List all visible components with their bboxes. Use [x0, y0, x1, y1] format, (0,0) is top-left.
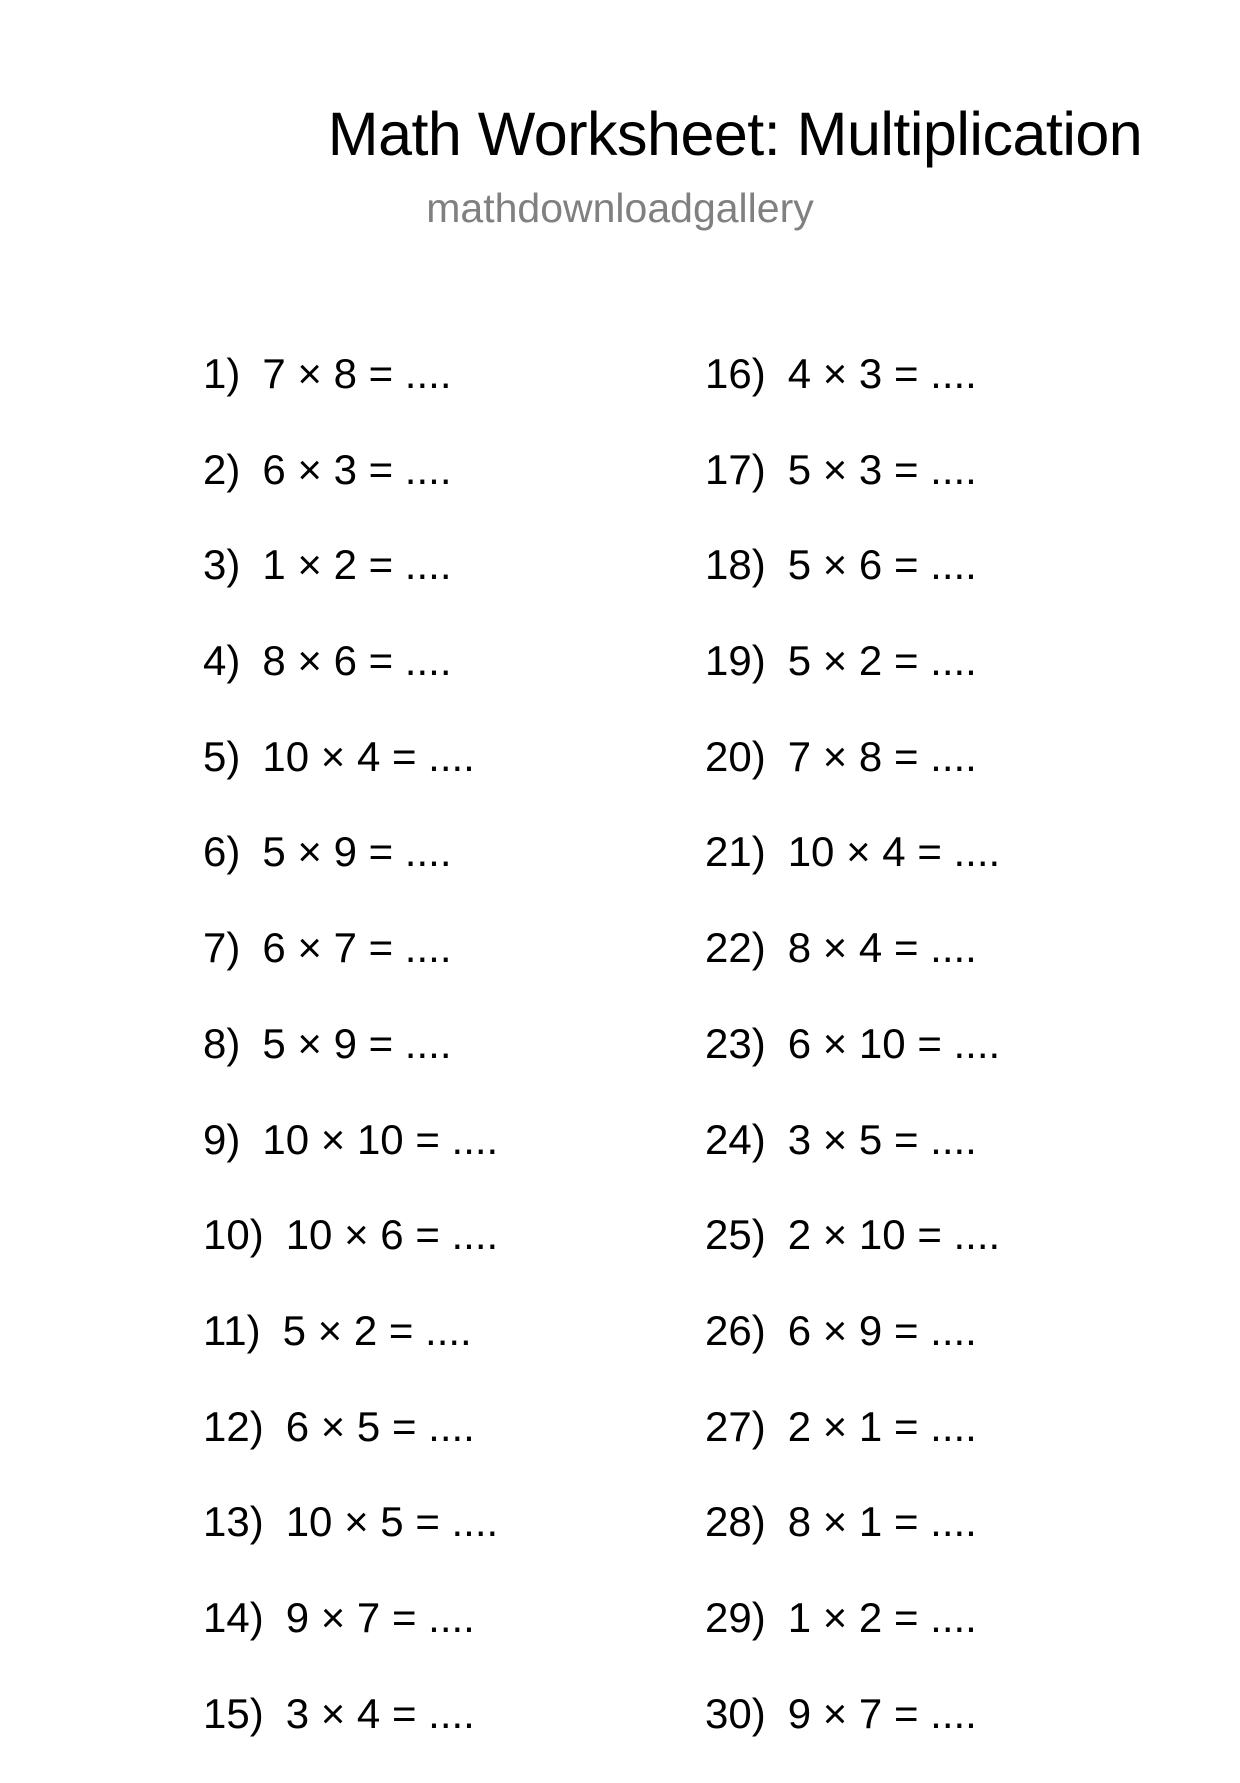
problem-expression: 10 × 6 = .... — [285, 1211, 499, 1259]
problem-expression: 6 × 7 = .... — [262, 924, 452, 972]
problem-item — [203, 1305, 498, 1401]
problem-expression: 8 × 6 = .... — [262, 637, 452, 685]
problem-expression: 5 × 2 = .... — [787, 637, 977, 685]
problem-expression: 5 × 9 = .... — [262, 1019, 452, 1067]
problem-expression: 7 × 8 = .... — [262, 350, 452, 397]
problem-number: 10) — [203, 1211, 264, 1259]
problem-expression: 6 × 5 = .... — [285, 1402, 475, 1450]
problem-expression: 6 × 10 = .... — [787, 1019, 1001, 1067]
problem-expression: 1 × 2 = .... — [262, 541, 452, 589]
problem-number: 17) — [705, 445, 766, 493]
problem-expression: 3 × 4 = .... — [285, 1689, 475, 1737]
problem-item — [203, 635, 498, 731]
problem-number: 14) — [203, 1593, 264, 1641]
problem-item — [705, 539, 1000, 635]
problem-expression: 3 × 5 = .... — [787, 1115, 977, 1163]
worksheet-title: Math Worksheet: Multiplication — [327, 100, 1143, 168]
problems-right-column — [705, 348, 1000, 1783]
problem-expression: 1 × 2 = .... — [787, 1593, 977, 1641]
problem-number: 21) — [705, 828, 766, 876]
problem-expression: 10 × 5 = .... — [285, 1498, 499, 1546]
problem-item — [705, 1496, 1000, 1592]
problem-expression: 6 × 9 = .... — [787, 1306, 977, 1354]
problem-number: 30) — [705, 1689, 766, 1737]
problem-number: 27) — [705, 1402, 766, 1450]
problem-item — [203, 444, 498, 540]
problem-expression: 10 × 10 = .... — [262, 1115, 499, 1163]
problem-item — [705, 1688, 1000, 1783]
problem-expression: 9 × 7 = .... — [787, 1689, 977, 1737]
problem-number: 15) — [203, 1689, 264, 1737]
problem-number: 9) — [203, 1115, 241, 1163]
problem-item — [705, 635, 1000, 731]
problem-item — [203, 1592, 498, 1688]
problem-expression: 2 × 1 = .... — [787, 1402, 977, 1450]
problem-number: 29) — [705, 1593, 766, 1641]
problem-item — [705, 826, 1000, 922]
problem-expression: 8 × 4 = .... — [787, 924, 977, 972]
problem-number: 8) — [203, 1019, 241, 1067]
problem-item — [203, 731, 498, 827]
problem-expression: 8 × 1 = .... — [787, 1498, 977, 1546]
problem-number: 1) — [203, 350, 241, 397]
problems-left-column — [203, 348, 498, 1783]
problem-item — [203, 348, 498, 444]
problem-number: 7) — [203, 924, 241, 972]
problem-expression: 6 × 3 = .... — [262, 445, 452, 493]
problem-item — [203, 1018, 498, 1114]
problem-number: 20) — [705, 732, 766, 780]
problem-item — [203, 1114, 498, 1210]
worksheet-subtitle: mathdownloadgallery — [426, 185, 814, 231]
problem-item — [705, 1209, 1000, 1305]
problem-number: 11) — [203, 1306, 261, 1354]
problem-number: 4) — [203, 637, 241, 685]
problem-expression: 2 × 10 = .... — [787, 1211, 1001, 1259]
problem-expression: 10 × 4 = .... — [262, 732, 475, 780]
problem-item — [705, 922, 1000, 1018]
problem-expression: 5 × 2 = .... — [282, 1306, 472, 1354]
problem-number: 19) — [705, 637, 766, 685]
problem-expression: 9 × 7 = .... — [285, 1593, 475, 1641]
problem-number: 12) — [203, 1402, 264, 1450]
problem-item — [203, 1401, 498, 1497]
problem-number: 2) — [203, 445, 241, 493]
problem-item — [705, 1592, 1000, 1688]
problem-number: 23) — [705, 1019, 766, 1067]
problem-number: 18) — [705, 541, 766, 589]
problem-item — [705, 1114, 1000, 1210]
problem-expression: 5 × 3 = .... — [787, 445, 977, 493]
problem-number: 28) — [705, 1498, 766, 1546]
problem-number: 3) — [203, 541, 241, 589]
problem-item — [705, 444, 1000, 540]
problem-item — [203, 1209, 498, 1305]
problem-item — [203, 826, 498, 922]
problem-number: 25) — [705, 1211, 766, 1259]
problem-item — [203, 1496, 498, 1592]
problem-number: 6) — [203, 828, 241, 876]
problem-item — [705, 1018, 1000, 1114]
problem-item — [705, 348, 1000, 444]
problem-item — [203, 1688, 498, 1783]
problem-number: 13) — [203, 1498, 264, 1546]
problem-item — [203, 922, 498, 1018]
problem-expression: 7 × 8 = .... — [787, 732, 977, 780]
problem-expression: 10 × 4 = .... — [787, 828, 1001, 876]
problem-item — [705, 1305, 1000, 1401]
problem-item — [705, 731, 1000, 827]
problem-item — [705, 1401, 1000, 1497]
problem-item — [203, 539, 498, 635]
problem-expression: 5 × 9 = .... — [262, 828, 452, 876]
problem-number: 26) — [705, 1306, 766, 1354]
problem-number: 24) — [705, 1115, 766, 1163]
problem-number: 16) — [705, 350, 766, 397]
problem-expression: 4 × 3 = .... — [787, 350, 977, 397]
problem-expression: 5 × 6 = .... — [787, 541, 977, 589]
problem-number: 5) — [203, 732, 241, 780]
problem-number: 22) — [705, 924, 766, 972]
